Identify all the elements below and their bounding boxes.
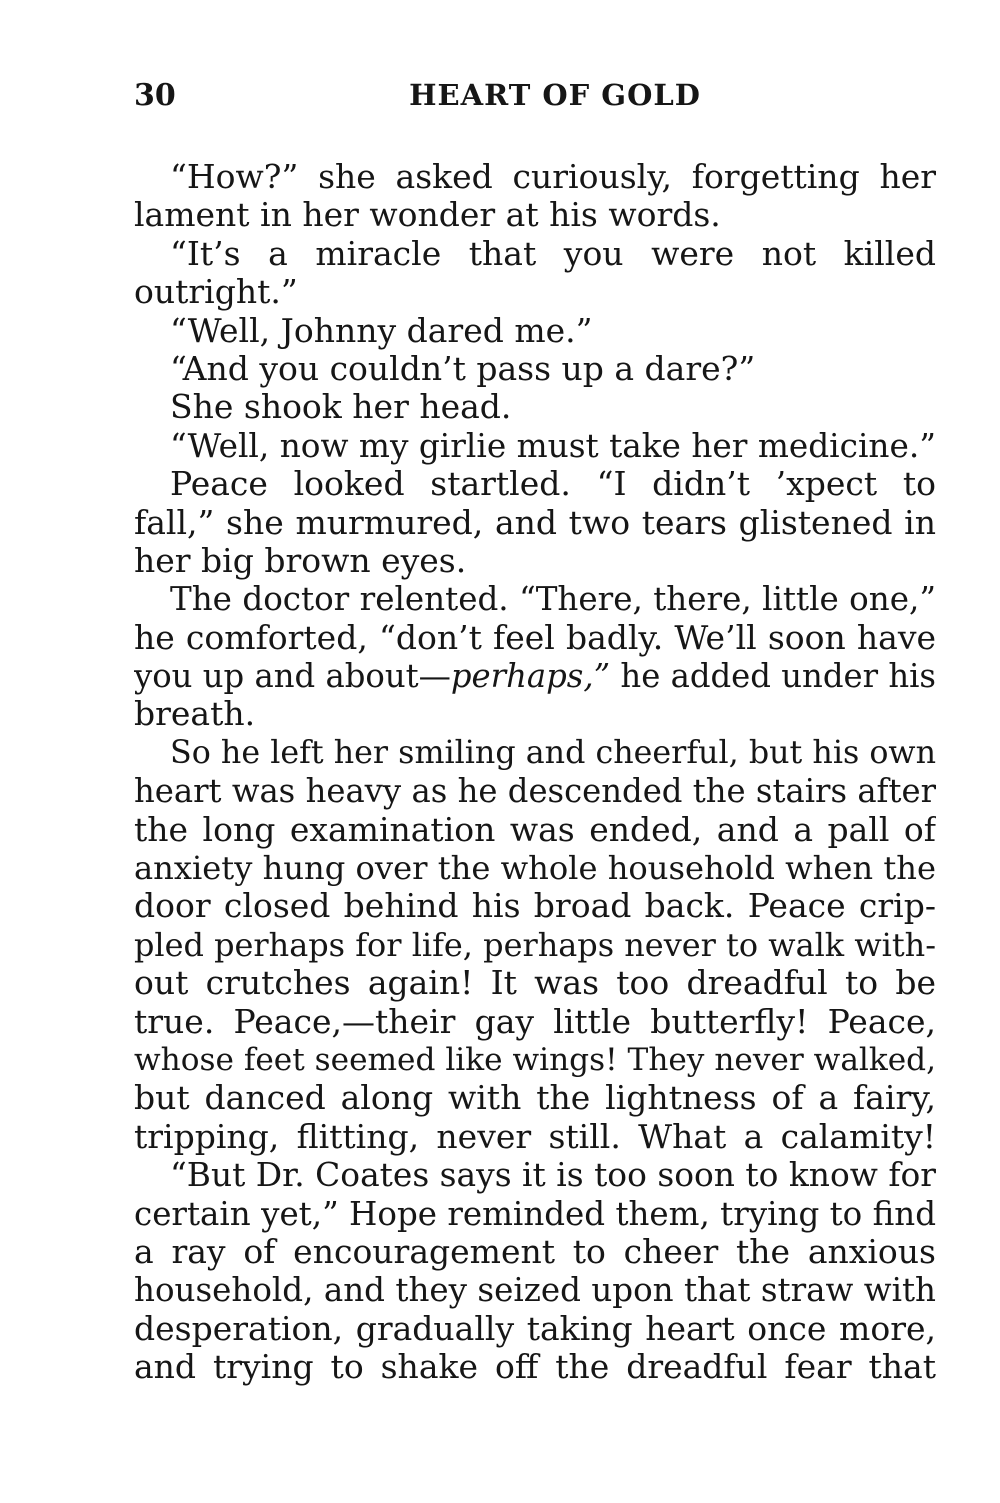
text-line: fall,” she murmured, and two tears glistened in [134,503,936,542]
text-line: a ray of encouragement to cheer the anxious [134,1232,936,1271]
text-line: The doctor relented. “There, there, little one,” [170,580,936,619]
text-line: certain yet,” Hope reminded them, trying to find [134,1194,936,1233]
text-line: whose feet seemed like wings! They never walked, [134,1041,936,1078]
text-line: true. Peace,—their gay little butterfly! Peace, [134,1002,936,1041]
running-head: HEART OF GOLD [409,78,701,112]
text-line: outright.” [134,273,298,312]
page-header [134,78,936,118]
text-line: “Well, Johnny dared me.” [170,311,593,350]
text-line: lament in her wonder at his words. [134,196,721,235]
text-line: the long examination was ended, and a pall of [134,810,936,849]
text-segment: he added under his [610,657,936,696]
text-line: She shook her head. [170,388,512,427]
text-line: door closed behind his broad back. Peace crip- [134,887,936,926]
text-line: “It’s a miracle that you were not killed [170,234,936,273]
text-line: anxiety hung over the whole household when the [134,849,936,888]
text-line: heart was heavy as he descended the stairs after [134,772,936,811]
text-line: household, and they seized upon that straw with [134,1271,936,1310]
text-line: desperation, gradually taking heart once more, [134,1309,936,1348]
text-segment: you up and about— [134,657,451,696]
text-line: “But Dr. Coates says it is too soon to know for [170,1156,936,1195]
text-line: breath. [134,695,256,734]
text-line: he comforted, “don’t feel badly. We’ll soon have [134,618,936,657]
page-number: 30 [134,78,176,113]
text-line: but danced along with the lightness of a fairy, [134,1079,936,1118]
text-line: “How?” she asked curiously, forgetting her [170,158,936,196]
text-line: “And you couldn’t pass up a dare?” [170,349,756,388]
text-line: Peace looked startled. “I didn’t ’xpect to [170,465,936,504]
body-text [134,158,936,1387]
text-line: out crutches again! It was too dreadful to be [134,964,936,1003]
text-line [134,657,936,695]
text-line: tripping, flitting, never still. What a calamity! [134,1117,936,1156]
italic-text: perhaps,” [450,657,611,696]
text-line: pled perhaps for life, perhaps never to walk with- [134,925,936,964]
text-line: her big brown eyes. [134,541,467,580]
text-line: So he left her smiling and cheerful, but his own [170,734,936,771]
text-line: “Well, now my girlie must take her medicine.” [170,426,936,465]
text-line: and trying to shake off the dreadful fear that [134,1348,936,1387]
